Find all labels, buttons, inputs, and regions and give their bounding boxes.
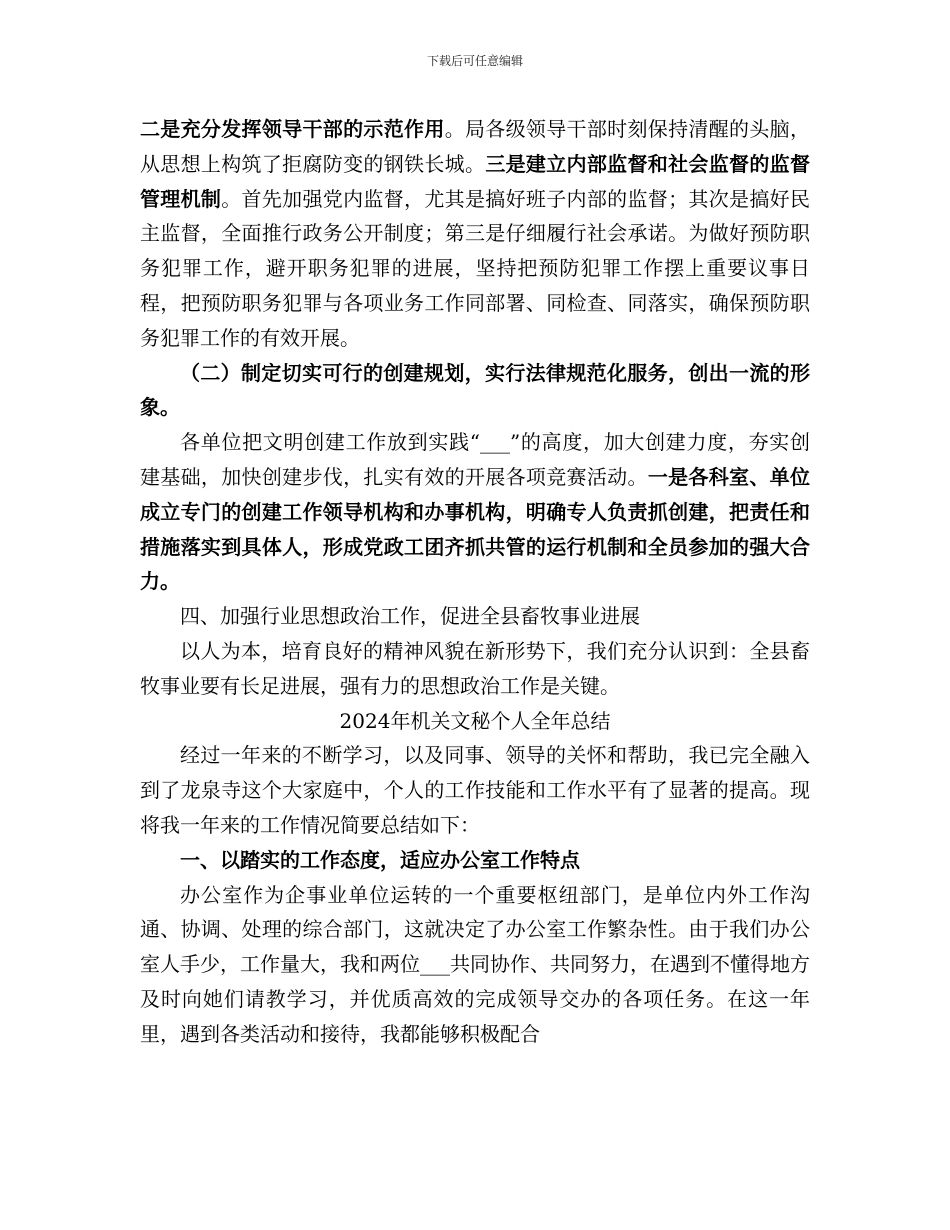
document-body: [140, 112, 810, 1052]
paragraph-civilization-creation: [140, 425, 810, 599]
document-title: 2024年机关文秘个人全年总结: [339, 708, 611, 733]
body-text: 各单位把文明创建工作放到实践“___”的高度，加大创建力度，夯实创建基础，加快创建步伐，扎实有效的开展各项竞赛活动。: [140, 430, 810, 489]
section-heading-creation-plan: （二）制定切实可行的创建规划，实行法律规范化服务，创出一流的形象。: [140, 360, 810, 420]
bold-lead-phrase: 二是充分发挥领导干部的示范作用: [140, 117, 445, 141]
section-heading-ideological-work: 四、加强行业思想政治工作，促进全县畜牧事业进展: [180, 604, 640, 629]
body-text: 。局各级领导干部时刻保持清醒的头脑，从思想上构筑了拒腐防变的钢铁长城。: [140, 117, 810, 176]
bold-lead-phrase: 三是建立内部监督和社会监督的监督管理机制: [140, 151, 810, 211]
bold-lead-phrase: 一是各科室、单位成立专门的创建工作领导机构和办事机构，明确专人负责抓创建，把责任和措施落实到具体人，形成党政工团齐抓共管的运行机制和全员参加的强大合力。: [140, 464, 810, 594]
section-heading-work-attitude: 一、以踏实的工作态度，适应办公室工作特点: [180, 847, 580, 872]
paragraph-office-work: 办公室作为企事业单位运转的一个重要枢纽部门，是单位内外工作沟通、协调、处理的综合部门，这就决定了办公室工作繁杂性。由于我们办公室人手少，工作量大，我和两位___共同协作、共同努力，在遇到不懂得地方及时向她们请教学习，并优质高效的完成领导交办的各项任务。在这一年里，遇到各类活动和接待，我都能够积极配合: [140, 882, 810, 1046]
paragraph-intro: 经过一年来的不断学习，以及同事、领导的关怀和帮助，我已完全融入到了龙泉寺这个大家庭中，个人的工作技能和工作水平有了显著的提高。现将我一年来的工作情况简要总结如下：: [140, 743, 810, 837]
paragraph-people-oriented: 以人为本，培育良好的精神风貌在新形势下，我们充分认识到：全县畜牧事业要有长足进展，强有力的思想政治工作是关键。: [140, 638, 810, 698]
body-text: 。首先加强党内监督，尤其是搞好班子内部的监督；其次是搞好民主监督，全面推行政务公开制度；第三是仔细履行社会承诺。为做好预防职务犯罪工作，避开职务犯罪的进展，坚持把预防犯罪工作摆上重要议事日程，把预防职务犯罪与各项业务工作同部署、同检查、同落实，确保预防职务犯罪工作的有效开展。: [140, 186, 810, 350]
paragraph-leadership-supervision: [140, 112, 810, 356]
page-header-note: 下载后可任意编辑: [426, 54, 523, 68]
